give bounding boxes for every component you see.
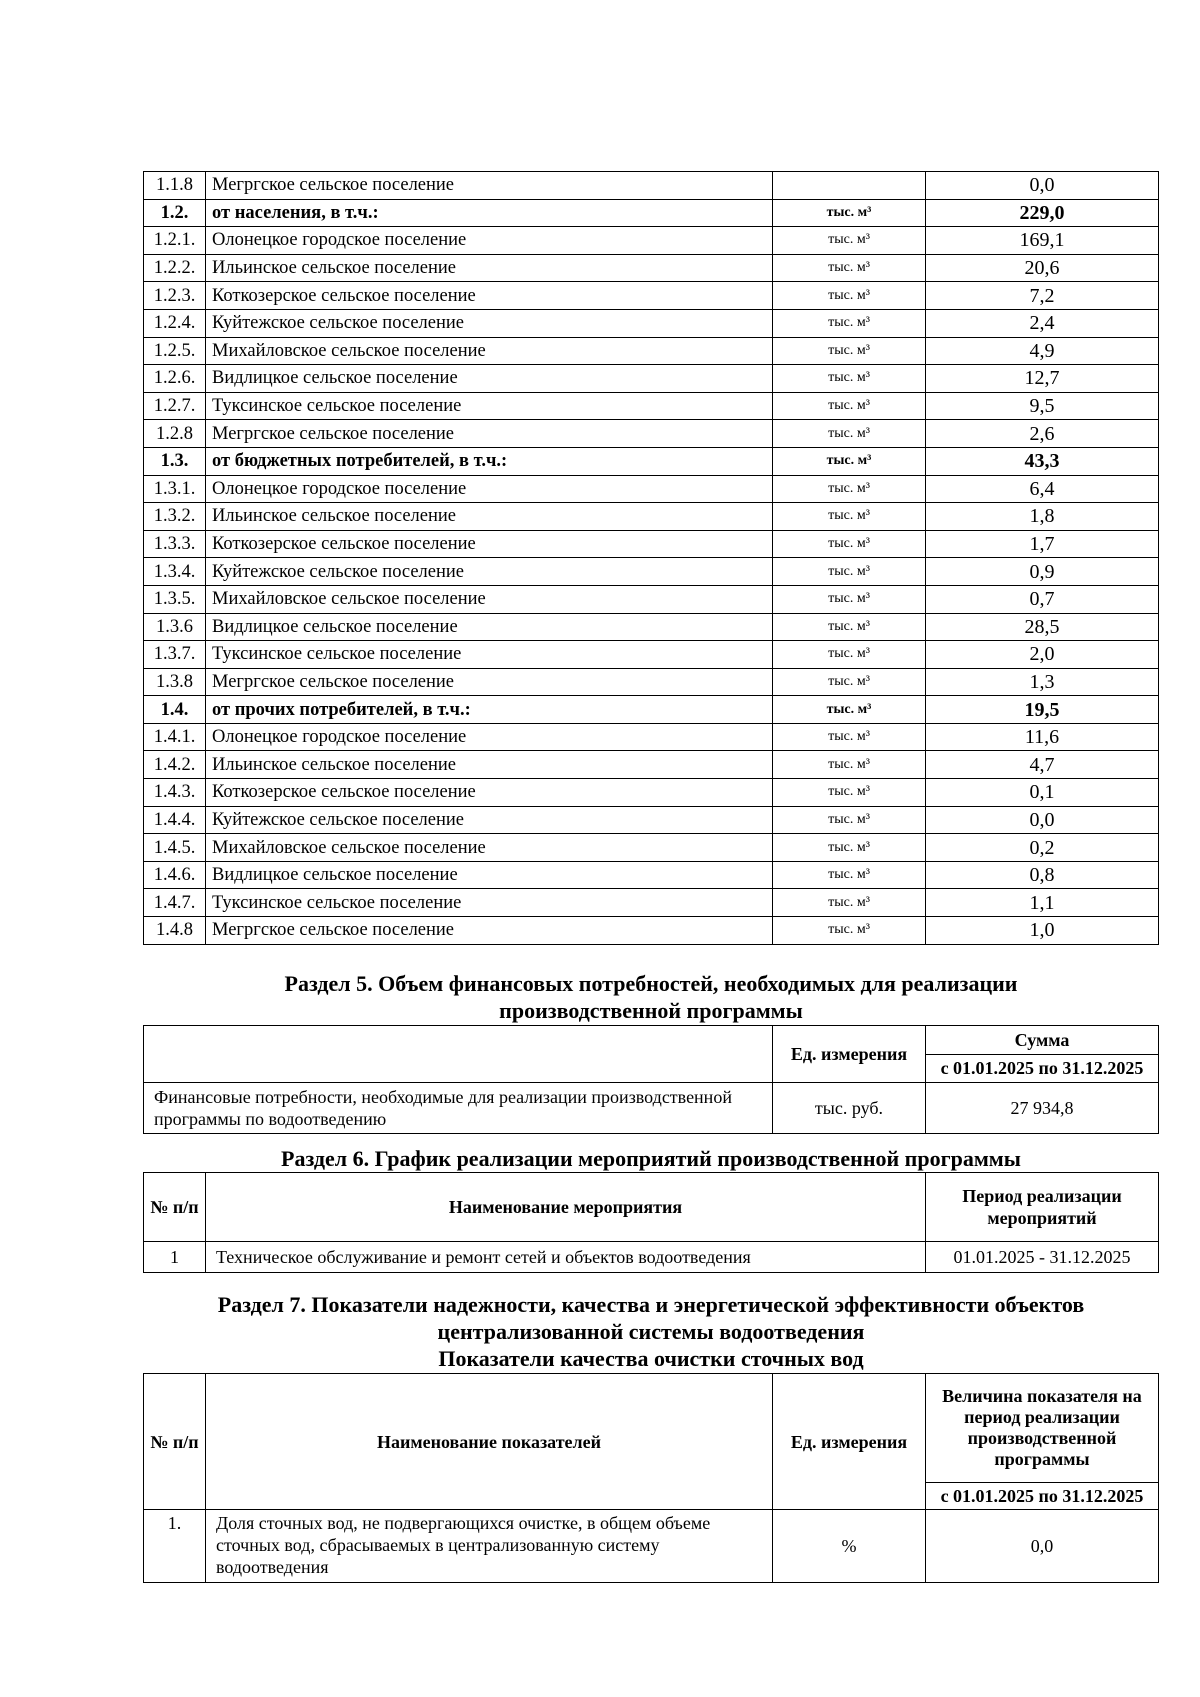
row-value: 0,8 [926, 861, 1159, 889]
row-number: 1.4.1. [144, 723, 206, 751]
quality-table [143, 1373, 1159, 1583]
row-unit: тыс. м³ [773, 309, 926, 337]
row-name: Ильинское сельское поселение [206, 503, 773, 531]
row-value: 11,6 [926, 723, 1159, 751]
row-unit: тыс. м³ [773, 861, 926, 889]
finance-col-unit: Ед. измерения [773, 1026, 926, 1083]
row-value: 0,1 [926, 779, 1159, 807]
row-unit: тыс. м³ [773, 558, 926, 586]
quality-period: с 01.01.2025 по 31.12.2025 [926, 1483, 1159, 1510]
row-unit: тыс. м³ [773, 806, 926, 834]
row-number: 1.3.8 [144, 668, 206, 696]
row-unit: тыс. м³ [773, 365, 926, 393]
table-row [144, 392, 1159, 420]
row-unit: тыс. м³ [773, 337, 926, 365]
row-number: 1.3.4. [144, 558, 206, 586]
section6-title: Раздел 6. График реализации мероприятий производственной программы [281, 1146, 1021, 1171]
row-unit: тыс. м³ [773, 723, 926, 751]
row-unit: тыс. м³ [773, 503, 926, 531]
table-row [144, 641, 1159, 669]
row-value: 0,7 [926, 585, 1159, 613]
row-name: Михайловское сельское поселение [206, 585, 773, 613]
table-row [144, 337, 1159, 365]
row-value: 20,6 [926, 254, 1159, 282]
finance-header-empty [144, 1026, 773, 1083]
row-number: 1.3. [144, 447, 206, 475]
finance-row-name: Финансовые потребности, необходимые для реализации производственной программы по водоотведению [144, 1083, 773, 1134]
row-value: 1,1 [926, 889, 1159, 917]
row-name: Олонецкое городское поселение [206, 475, 773, 503]
row-unit: тыс. м³ [773, 199, 926, 227]
schedule-row-period: 01.01.2025 - 31.12.2025 [926, 1242, 1159, 1273]
row-value: 2,6 [926, 420, 1159, 448]
finance-row-value: 27 934,8 [926, 1083, 1159, 1134]
row-number: 1.2.6. [144, 365, 206, 393]
row-unit: тыс. м³ [773, 227, 926, 255]
table-row [144, 917, 1159, 945]
row-number: 1.3.5. [144, 585, 206, 613]
row-name: от бюджетных потребителей, в т.ч.: [206, 447, 773, 475]
row-unit: тыс. м³ [773, 834, 926, 862]
table-row [144, 613, 1159, 641]
row-value: 0,2 [926, 834, 1159, 862]
table-row [144, 309, 1159, 337]
table-row [144, 806, 1159, 834]
row-name: Олонецкое городское поселение [206, 227, 773, 255]
row-unit: тыс. м³ [773, 889, 926, 917]
row-unit: тыс. м³ [773, 779, 926, 807]
row-unit [773, 172, 926, 200]
quality-col-value: Величина показателя на период реализации производственной программы [926, 1374, 1159, 1483]
row-unit: тыс. м³ [773, 392, 926, 420]
row-number: 1.3.6 [144, 613, 206, 641]
row-number: 1.4.2. [144, 751, 206, 779]
row-number: 1.3.7. [144, 641, 206, 669]
row-number: 1.2.1. [144, 227, 206, 255]
row-value: 6,4 [926, 475, 1159, 503]
row-name: Коткозерское сельское поселение [206, 779, 773, 807]
row-name: Коткозерское сельское поселение [206, 530, 773, 558]
row-unit: тыс. м³ [773, 696, 926, 724]
row-unit: тыс. м³ [773, 585, 926, 613]
section7-title [143, 1291, 1159, 1372]
section7-subtitle: Показатели качества очистки сточных вод [438, 1346, 864, 1371]
table-row [144, 447, 1159, 475]
row-number: 1.4.5. [144, 834, 206, 862]
row-number: 1.2.2. [144, 254, 206, 282]
row-name: от населения, в т.ч.: [206, 199, 773, 227]
row-value: 1,3 [926, 668, 1159, 696]
row-unit: тыс. м³ [773, 641, 926, 669]
row-number: 1.4.7. [144, 889, 206, 917]
row-name: Туксинское сельское поселение [206, 889, 773, 917]
table-row [144, 889, 1159, 917]
schedule-col-period: Период реализации мероприятий [926, 1173, 1159, 1242]
finance-table [143, 1025, 1159, 1134]
row-name: Видлицкое сельское поселение [206, 365, 773, 393]
row-value: 2,4 [926, 309, 1159, 337]
row-name: Куйтежское сельское поселение [206, 309, 773, 337]
row-value: 7,2 [926, 282, 1159, 310]
schedule-row-num: 1 [144, 1242, 206, 1273]
row-value: 4,9 [926, 337, 1159, 365]
row-name: Ильинское сельское поселение [206, 751, 773, 779]
section5-title-line1: Раздел 5. Объем финансовых потребностей, необходимых для реализации [284, 971, 1018, 996]
row-unit: тыс. м³ [773, 917, 926, 945]
row-value: 4,7 [926, 751, 1159, 779]
table-row [144, 834, 1159, 862]
volume-table [143, 171, 1159, 945]
row-unit: тыс. м³ [773, 530, 926, 558]
row-value: 169,1 [926, 227, 1159, 255]
quality-row-name: Доля сточных вод, не подвергающихся очистке, в общем объеме сточных вод, сбрасываемых в централизованную систему водоотведения [206, 1510, 773, 1583]
row-value: 12,7 [926, 365, 1159, 393]
schedule-col-num: № п/п [144, 1173, 206, 1242]
row-number: 1.2.5. [144, 337, 206, 365]
row-number: 1.4. [144, 696, 206, 724]
row-value: 1,8 [926, 503, 1159, 531]
row-unit: тыс. м³ [773, 475, 926, 503]
row-name: Туксинское сельское поселение [206, 641, 773, 669]
row-unit: тыс. м³ [773, 420, 926, 448]
row-name: Куйтежское сельское поселение [206, 558, 773, 586]
table-row [144, 723, 1159, 751]
row-unit: тыс. м³ [773, 668, 926, 696]
row-number: 1.1.8 [144, 172, 206, 200]
row-value: 43,3 [926, 447, 1159, 475]
section7-title-line1: Раздел 7. Показатели надежности, качества и энергетической эффективности объектов [217, 1292, 1085, 1317]
row-number: 1.2.8 [144, 420, 206, 448]
row-number: 1.4.4. [144, 806, 206, 834]
table-row [144, 751, 1159, 779]
row-value: 229,0 [926, 199, 1159, 227]
finance-period: с 01.01.2025 по 31.12.2025 [926, 1054, 1159, 1083]
row-number: 1.4.6. [144, 861, 206, 889]
row-value: 0,0 [926, 806, 1159, 834]
row-value: 19,5 [926, 696, 1159, 724]
row-name: Михайловское сельское поселение [206, 337, 773, 365]
schedule-col-name: Наименование мероприятия [206, 1173, 926, 1242]
row-number: 1.2.3. [144, 282, 206, 310]
row-name: от прочих потребителей, в т.ч.: [206, 696, 773, 724]
volume-table-body [144, 172, 1159, 945]
finance-row-unit: тыс. руб. [773, 1083, 926, 1134]
table-row [144, 668, 1159, 696]
row-value: 0,0 [926, 172, 1159, 200]
row-value: 9,5 [926, 392, 1159, 420]
schedule-row-name: Техническое обслуживание и ремонт сетей и объектов водоотведения [206, 1242, 926, 1273]
section5-title [143, 970, 1159, 1024]
row-number: 1.4.8 [144, 917, 206, 945]
row-name: Видлицкое сельское поселение [206, 613, 773, 641]
row-name: Коткозерское сельское поселение [206, 282, 773, 310]
table-row [144, 503, 1159, 531]
row-name: Мегргское сельское поселение [206, 917, 773, 945]
row-unit: тыс. м³ [773, 751, 926, 779]
row-value: 1,7 [926, 530, 1159, 558]
table-row [144, 475, 1159, 503]
row-name: Куйтежское сельское поселение [206, 806, 773, 834]
quality-row-unit: % [773, 1510, 926, 1583]
table-row [144, 172, 1159, 200]
row-unit: тыс. м³ [773, 282, 926, 310]
row-unit: тыс. м³ [773, 447, 926, 475]
table-row [144, 199, 1159, 227]
row-name: Ильинское сельское поселение [206, 254, 773, 282]
row-number: 1.2.7. [144, 392, 206, 420]
table-row [144, 227, 1159, 255]
table-row [144, 696, 1159, 724]
table-row [144, 365, 1159, 393]
table-row [144, 558, 1159, 586]
row-name: Туксинское сельское поселение [206, 392, 773, 420]
quality-col-unit: Ед. измерения [773, 1374, 926, 1510]
table-row [144, 282, 1159, 310]
row-number: 1.2. [144, 199, 206, 227]
schedule-table [143, 1172, 1159, 1273]
table-row [144, 420, 1159, 448]
table-row [144, 861, 1159, 889]
row-value: 1,0 [926, 917, 1159, 945]
row-value: 0,9 [926, 558, 1159, 586]
row-number: 1.4.3. [144, 779, 206, 807]
row-number: 1.3.3. [144, 530, 206, 558]
section5-title-line2: производственной программы [499, 998, 803, 1023]
row-number: 1.2.4. [144, 309, 206, 337]
row-name: Видлицкое сельское поселение [206, 861, 773, 889]
row-unit: тыс. м³ [773, 613, 926, 641]
finance-col-sum: Сумма [926, 1026, 1159, 1055]
row-name: Михайловское сельское поселение [206, 834, 773, 862]
quality-row-num: 1. [144, 1510, 206, 1583]
table-row [144, 779, 1159, 807]
row-name: Олонецкое городское поселение [206, 723, 773, 751]
quality-col-num: № п/п [144, 1374, 206, 1510]
section7-title-line2: централизованной системы водоотведения [437, 1319, 865, 1344]
quality-col-name: Наименование показателей [206, 1374, 773, 1510]
row-unit: тыс. м³ [773, 254, 926, 282]
table-row [144, 585, 1159, 613]
row-number: 1.3.2. [144, 503, 206, 531]
row-number: 1.3.1. [144, 475, 206, 503]
row-name: Мегргское сельское поселение [206, 172, 773, 200]
table-row [144, 254, 1159, 282]
row-name: Мегргское сельское поселение [206, 668, 773, 696]
quality-row-value: 0,0 [926, 1510, 1159, 1583]
row-name: Мегргское сельское поселение [206, 420, 773, 448]
row-value: 2,0 [926, 641, 1159, 669]
row-value: 28,5 [926, 613, 1159, 641]
table-row [144, 530, 1159, 558]
